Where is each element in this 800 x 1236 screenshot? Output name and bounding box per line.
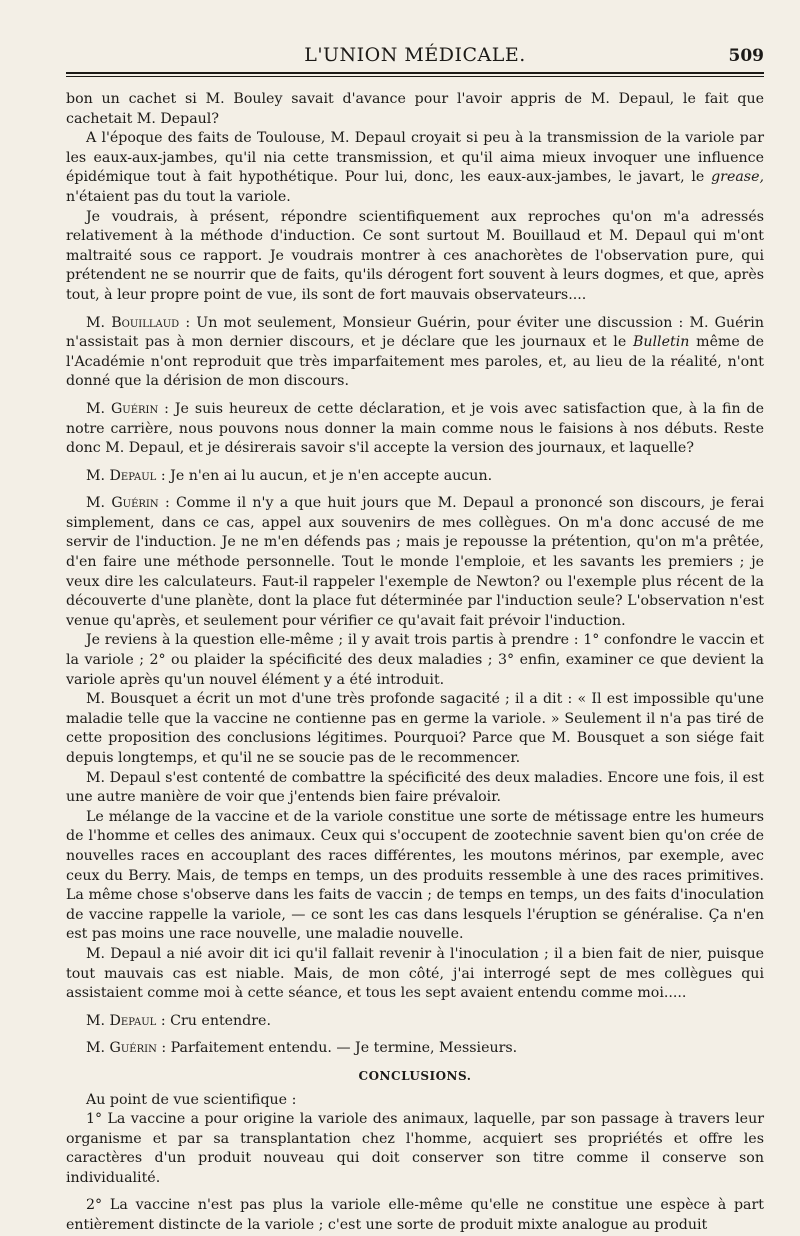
conclusions-heading: CONCLUSIONS. [358, 1068, 472, 1083]
italic-term: grease, [711, 169, 764, 186]
paragraph-text: : Un mot seulement, Monsieur Guérin, pour éviter une discussion : M. Guérin n'assistait pas à mon dernier discours, et je déclare que les journaux et le [66, 314, 764, 351]
speech-guerin [66, 494, 764, 631]
paragraph-text: bon un cachet si M. Bouley savait d'avance pour l'avoir appris de M. Depaul, le fait que cachetait M. Depaul? [66, 91, 764, 127]
paragraph-text: M. Depaul a nié avoir dit ici qu'il fallait revenir à l'inoculation ; il a bien fait de nier, puisque tout mauvais cas est niable. Mais, de mon côté, j'ai interrogé sept de mes collègues qui assistaient comme moi à cette séance, et tous les sept avaient entendu comme moi..... [66, 945, 764, 1002]
paragraph-text: : Parfaitement entendu. — Je termine, Messieurs. [161, 1040, 518, 1057]
conclusion-item [66, 1196, 764, 1235]
paragraph [66, 1091, 764, 1111]
speech-guerin [66, 1039, 764, 1059]
paragraph [66, 690, 764, 768]
speaker-name: M. Depaul [86, 467, 157, 484]
speaker-name: M. Depaul [86, 1012, 157, 1029]
speech-depaul [66, 467, 764, 487]
italic-term: Bulletin [632, 334, 690, 351]
paragraph-text: A l'époque des faits de Toulouse, M. Depaul croyait si peu à la transmission de la variole par les eaux-aux-jambes, qu'il nia cette transmission, et qu'il aima mieux invoquer une influence épidémique tout à fait hypothétique. Pour lui, donc, les eaux-aux-jambes, le javart, le [66, 130, 764, 186]
paragraph-text: 2° La vaccine n'est pas plus la variole elle-même qu'elle ne constitue une espèce à part entièrement distincte de la variole ; c'est une sorte de produit mixte analogue au produit [66, 1197, 764, 1234]
speech-guerin [66, 400, 764, 459]
paragraph-text: Je voudrais, à présent, répondre scientifiquement aux reproches qu'on m'a adressés relativement à la méthode d'induction. Ce sont surtout M. Bouillaud et M. Depaul qui m'ont maltraité sous ce rapport. Je voudrais montrer à ces anachorètes de l'observation pure, qui prétendent ne se nourrir que de faits, qu'ils dérogent fort souvent à leurs dogmes, et que, après tout, à leur propre point de vue, ils sont de fort mauvais observateurs.... [66, 208, 764, 303]
speech-depaul [66, 1012, 764, 1032]
page-number: 509 [728, 46, 764, 66]
paragraph [66, 945, 764, 1004]
paragraph-text: même de l'Académie n'ont reproduit que très imparfaitement mes paroles, et, au lieu de la réalité, n'ont donné que la dérision de mon discours. [66, 334, 765, 390]
speaker-name: M. Guérin [86, 400, 159, 417]
running-title: L'UNION MÉDICALE. [304, 44, 526, 66]
paragraph [66, 90, 764, 129]
paragraph-text: : Je n'en ai lu aucun, et je n'en accepte aucun. [160, 467, 493, 484]
paragraph [66, 129, 764, 207]
speaker-name: M. Guérin [86, 495, 159, 512]
conclusion-item [66, 1110, 764, 1188]
paragraph-text: Au point de vue scientifique : [86, 1091, 297, 1108]
paragraph-text: : Cru entendre. [160, 1012, 271, 1029]
paragraph [66, 808, 764, 945]
paragraph-text: : Je suis heureux de cette déclaration, et je vois avec satisfaction que, à la fin de notre carrière, nous pouvons nous donner la main comme nous le faisions à nos débuts. Reste donc M. Depaul, et je désirerais savoir s'il accepte la version des journaux, et laquelle? [66, 400, 764, 457]
speaker-name: M. Guérin [86, 1040, 157, 1057]
paragraph-text: M. Depaul s'est contenté de combattre la spécificité des deux maladies. Encore une fois, il est une autre manière de voir que j'entends bien faire prévaloir. [66, 769, 764, 806]
paragraph-text: Le mélange de la vaccine et de la variole constitue une sorte de métissage entre les humeurs de l'homme et celles des animaux. Ceux qui s'occupent de zootechnie savent bien qu'on crée de nouvelles races en accouplant des races différentes, les moutons mérinos, par exemple, avec ceux du Berry. Mais, de temps en temps, un des produits ressemble à une des races primitives. La même chose s'observe dans les faits de vaccin ; de temps en temps, un des faits d'inoculation de vaccine rappelle la variole, — ce sont les cas dans lesquels l'éruption se généralise. Ça n'en est pas moins une race nouvelle, une maladie nouvelle. [66, 808, 764, 943]
speaker-name: M. Bouillaud [86, 314, 180, 331]
paragraph-text: M. Bousquet a écrit un mot d'une très profonde sagacité ; il a dit : « Il est impossible qu'une maladie telle que la vaccine ne contienne pas en germe la variole. » Seulement il n'a pas tiré de cette proposition des conclusions légitimes. Pourquoi? Parce que M. Bousquet a son siége fait depuis longtemps, et qu'il ne se soucie pas de le recommencer. [66, 691, 764, 766]
paragraph-text: 1° La vaccine a pour origine la variole des animaux, laquelle, par son passage à travers leur organisme et par sa transplantation chez l'homme, acquiert ses propriétés et offre les caractères d'un produit nouveau qui doit conserver son titre comme il conserve son individualité. [66, 1111, 764, 1186]
paragraph [66, 769, 764, 808]
paragraph-text: n'étaient pas du tout la variole. [66, 188, 291, 205]
page-header [66, 0, 764, 66]
paragraph [66, 208, 764, 306]
paragraph [66, 631, 764, 690]
speech-bouillaud [66, 314, 764, 392]
header-rule [66, 72, 764, 74]
paragraph-text: : Comme il n'y a que huit jours que M. Depaul a prononcé son discours, je ferai simplement, dans ce cas, appel aux souvenirs de mes collègues. On m'a donc accusé de me servir de l'induction. Je ne m'en défends pas ; mais je repousse la prétention, qu'on m'a prêtée, d'en faire une méthode personnelle. Tout le monde l'emploie, et les savants les premiers ; je veux dire les calculateurs. Faut-il rappeler l'exemple de Newton? ou l'exemple plus récent de la découverte d'une planète, dont la place fut déterminée par l'induction seule? L'observation n'est venue qu'après, et seulement pour vérifier ce qu'avait fait prévoir l'induction. [66, 495, 765, 629]
header-rule-thin [66, 76, 764, 77]
paragraph-text: Je reviens à la question elle-même ; il y avait trois partis à prendre : 1° confondre le vaccin et la variole ; 2° ou plaider la spécificité des deux maladies ; 3° enfin, examiner ce que devient la variole après qu'un nouvel élément y a été introduit. [66, 632, 764, 688]
article-body [66, 90, 764, 1236]
